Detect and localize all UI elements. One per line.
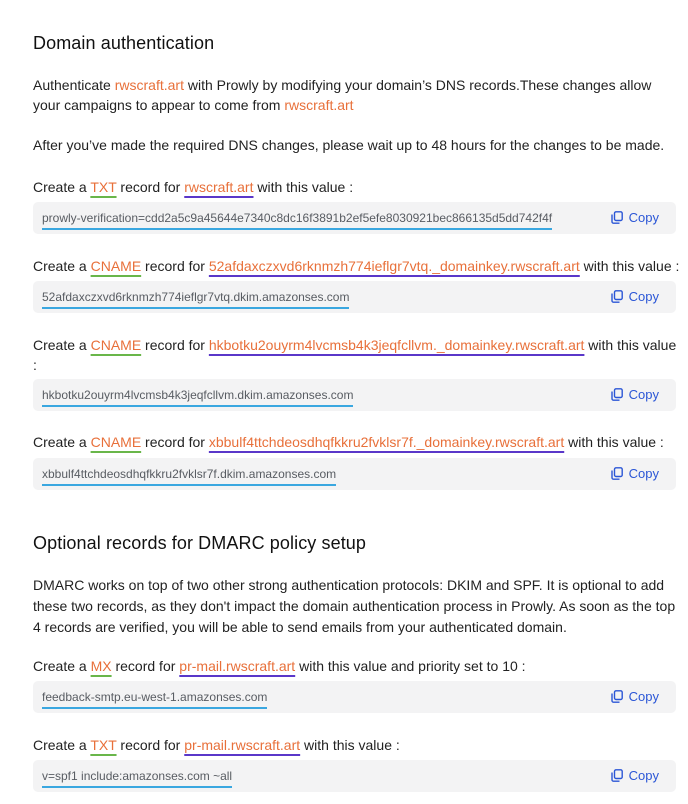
copy-label: Copy xyxy=(628,289,659,304)
copy-label: Copy xyxy=(628,466,659,481)
record-value: v=spf1 include:amazonses.com ~all xyxy=(42,769,232,788)
record-value-box xyxy=(33,681,676,713)
intro-text: Authenticate rwscraft.art with Prowly by modifying your domain’s DNS records.These changes allow your campaigns to appear to come from rwscraft.art xyxy=(33,77,652,113)
record-value-box xyxy=(33,379,676,411)
copy-label: Copy xyxy=(628,768,659,783)
wait-note: After you’ve made the required DNS changes, please wait up to 48 hours for the changes to be made. xyxy=(33,137,665,153)
copy-icon xyxy=(611,467,623,480)
record-host: rwscraft.art xyxy=(184,179,254,195)
record-type: CNAME xyxy=(90,434,142,450)
copy-icon xyxy=(611,290,623,303)
copy-button[interactable] xyxy=(611,689,659,704)
domain-name: rwscraft.art xyxy=(284,97,354,113)
record-type: TXT xyxy=(90,737,117,753)
record-host: 52afdaxczxvd6rknmzh774ieflgr7vtq._domainkey.rwscraft.art xyxy=(208,258,580,274)
copy-button[interactable] xyxy=(611,210,659,225)
record-host: pr-mail.rwscraft.art xyxy=(179,658,296,674)
copy-icon xyxy=(611,388,623,401)
record-type: CNAME xyxy=(90,258,142,274)
copy-button[interactable] xyxy=(611,768,659,783)
copy-button[interactable] xyxy=(611,289,659,304)
record-instruction: Create a CNAME record for xbbulf4ttchdeosdhqfkkru2fvklsr7f._domainkey.rwscraft.art with this value : xyxy=(33,434,664,450)
copy-icon xyxy=(611,769,623,782)
record-value: feedback-smtp.eu-west-1.amazonses.com xyxy=(42,690,267,709)
record-instruction: Create a CNAME record for 52afdaxczxvd6rknmzh774ieflgr7vtq._domainkey.rwscraft.art with this value : xyxy=(33,258,680,274)
record-host: xbbulf4ttchdeosdhqfkkru2fvklsr7f._domainkey.rwscraft.art xyxy=(208,434,565,450)
record-value-box xyxy=(33,202,676,234)
copy-label: Copy xyxy=(628,387,659,402)
record-value: 52afdaxczxvd6rknmzh774ieflgr7vtq.dkim.amazonses.com xyxy=(42,290,349,309)
record-type: MX xyxy=(90,658,112,674)
record-type: TXT xyxy=(90,179,117,195)
record-value-box xyxy=(33,458,676,490)
copy-icon xyxy=(611,211,623,224)
copy-label: Copy xyxy=(628,689,659,704)
section-title-domain-auth: Domain authentication xyxy=(33,33,215,53)
record-value: hkbotku2ouyrm4lvcmsb4k3jeqfcllvm.dkim.amazonses.com xyxy=(42,388,353,407)
section-title-dmarc: Optional records for DMARC policy setup xyxy=(33,533,367,553)
copy-icon xyxy=(611,690,623,703)
record-value: prowly-verification=cdd2a5c9a45644e7340c8dc16f3891b2ef5efe8030921bec866135d5dd742f4f xyxy=(42,211,552,230)
record-host: pr-mail.rwscraft.art xyxy=(184,737,301,753)
record-type: CNAME xyxy=(90,337,142,353)
record-value: xbbulf4ttchdeosdhqfkkru2fvklsr7f.dkim.amazonses.com xyxy=(42,467,336,486)
dmarc-description: DMARC works on top of two other strong authentication protocols: DKIM and SPF. It is optional to add these two records, as they don't impact the domain authentication process in Prowly. As soon as the top 4 records are verified, you will be able to send emails from your authenticated domain. xyxy=(33,577,676,635)
domain-name: rwscraft.art xyxy=(114,77,184,93)
record-instruction: Create a TXT record for rwscraft.art with this value : xyxy=(33,179,354,195)
record-instruction: Create a TXT record for pr-mail.rwscraft.art with this value : xyxy=(33,737,400,753)
copy-button[interactable] xyxy=(611,466,659,481)
record-value-box xyxy=(33,281,676,313)
record-instruction: Create a CNAME record for hkbotku2ouyrm4lvcmsb4k3jeqfcllvm._domainkey.rwscraft.art with this value : xyxy=(33,337,677,373)
record-instruction: Create a MX record for pr-mail.rwscraft.art with this value and priority set to 10 : xyxy=(33,658,526,674)
record-value-box xyxy=(33,760,676,792)
record-host: hkbotku2ouyrm4lvcmsb4k3jeqfcllvm._domainkey.rwscraft.art xyxy=(208,337,585,353)
copy-label: Copy xyxy=(628,210,659,225)
copy-button[interactable] xyxy=(611,387,659,402)
